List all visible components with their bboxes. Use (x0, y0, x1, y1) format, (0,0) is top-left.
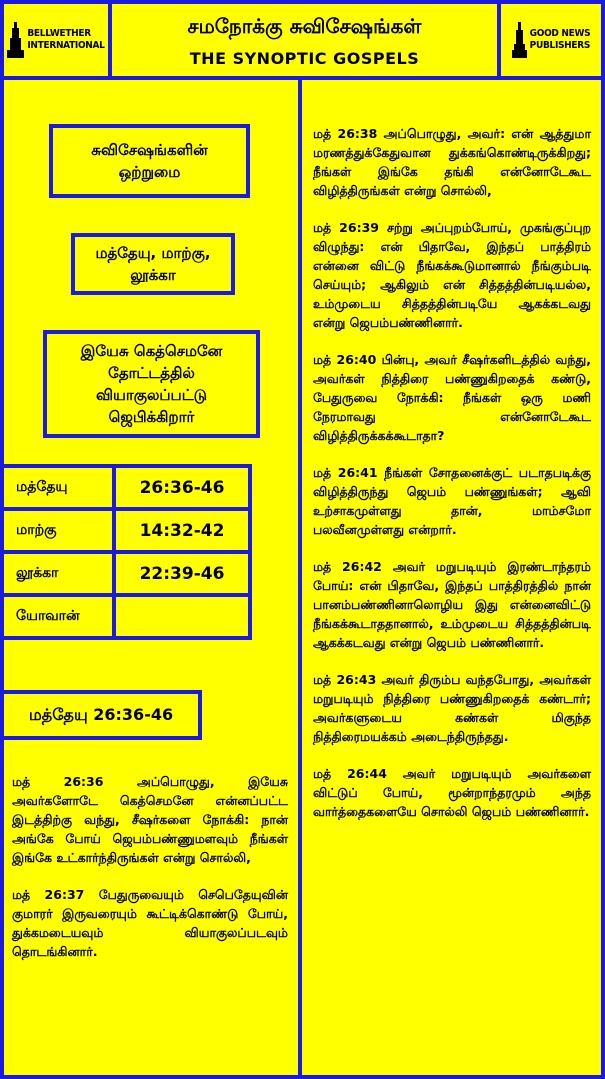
bottom-border (0, 1075, 605, 1079)
verse-paragraph: மத் 26:37 பேதுருவையும் செபெதேயுவின் குமாரர் இருவரையும் கூட்டிக்கொண்டு போய், துக்கமடையவும் வியாகுலப்படவும் தொடங்கினார். (12, 887, 288, 959)
right-border (601, 80, 605, 1079)
book-name: யோவான் (2, 595, 114, 638)
verse-paragraph: மத் 26:40 பின்பு, அவர் சீஷர்களிடத்தில் வந்து, அவர்கள் நித்திரை பண்ணுகிறதைக் கண்டு, பேதுருவை நோக்கி: நீங்கள் ஒரு மணி நேரமாவது என்னோடேகூட விழித்திருக்கக்கூடாதா? (313, 352, 591, 443)
verse-paragraph: மத் 26:36 அப்பொழுது, இயேசு அவர்களோடே கெத்செமனே என்னப்பட்ட இடத்திற்கு வந்து, சீஷர்களை நோக்கி: நான் அங்கே போய் ஜெபம்பண்ணுமளவும் நீங்கள் இங்கே உட்கார்ந்திருங்கள் என்று சொல்லி, (12, 774, 288, 865)
lamp-icon (512, 20, 528, 60)
verse-paragraph: மத் 26:43 அவர் திரும்ப வந்தபோது, அவர்கள் மறுபடியும் நித்திரை பண்ணுகிறதைக் கண்டார்; அவர்களுடைய கண்கள் மிகுந்த நித்திரைமயக்கம் அடைந்திருந்தது. (313, 672, 591, 744)
reference-range: 26:36-46 (114, 466, 250, 509)
column-divider (298, 80, 302, 1079)
right-verses (313, 124, 591, 839)
bellwether-logo (4, 4, 112, 76)
table-row (2, 552, 250, 595)
harmony-box (49, 124, 250, 198)
topic-label: இயேசு கெத்செமனே தோட்டத்தில் வியாகுலப்பட்டு ஜெபிக்கிறார் (80, 342, 223, 426)
section-heading (0, 690, 202, 740)
book-name: மத்தேயு (2, 466, 114, 509)
table-row (2, 509, 250, 552)
references-table (0, 464, 252, 640)
reference-range: 14:32-42 (114, 509, 250, 552)
reference-range: 22:39-46 (114, 552, 250, 595)
logo-left-line-2: INTERNATIONAL (27, 40, 105, 51)
books-label: மத்தேயு, மாற்கு, லூக்கா (95, 244, 211, 284)
verse-paragraph: மத் 26:41 நீங்கள் சோதனைக்குட் படாதபடிக்கு விழித்திருந்து ஜெபம் பண்ணுங்கள்; ஆவி உற்சாகமுள்ளது தான், மாம்சமோ பலவீனமுள்ளது என்றார். (313, 465, 591, 537)
harmony-label: சுவிசேஷங்களின் ஒற்றுமை (91, 141, 208, 181)
good-news-logo (497, 4, 601, 76)
table-row (2, 595, 250, 638)
page-header (0, 0, 605, 80)
topic-box (43, 330, 260, 438)
verse-paragraph: மத் 26:38 அப்பொழுது, அவர்: என் ஆத்துமா மரணத்துக்கேதுவான துக்கங்கொண்டிருக்கிறது; நீங்கள் இங்கே தங்கி என்னோடேகூட விழித்திருங்கள் என்று சொல்லி, (313, 126, 591, 198)
reference-range (114, 595, 250, 638)
page-title-tamil: சமநோக்கு சுவிசேஷங்கள் (187, 14, 422, 38)
books-box (71, 233, 235, 295)
verse-paragraph: மத் 26:39 சற்று அப்புறம்போய், முகங்குப்புற விழுந்து: என் பிதாவே, இந்தப் பாத்திரம் என்னை விட்டு நீங்கக்கூடுமானால் நீங்கும்படி செய்யும்; ஆகிலும் என் சித்தத்தின்படியல்ல, உம்முடைய சித்தத்தின்படியே ஆகக்கடவது என்று ஜெபம்பண்ணினார். (313, 220, 591, 330)
table-row (2, 466, 250, 509)
bell-tower-icon (7, 20, 25, 60)
book-name: மாற்கு (2, 509, 114, 552)
title-block (112, 4, 497, 76)
book-name: லூக்கா (2, 552, 114, 595)
logo-left-line-1: BELLWETHER (27, 28, 91, 39)
logo-right-line-1: GOOD NEWS (529, 28, 591, 39)
page-title-english: THE SYNOPTIC GOSPELS (189, 49, 420, 68)
logo-right-line-2: PUBLISHERS (529, 40, 591, 51)
verse-paragraph: மத் 26:42 அவர் மறுபடியும் இரண்டாந்தரம் போய்: என் பிதாவே, இந்தப் பாத்திரத்தில் நான் பானம்பண்ணினாலொழிய இது என்னைவிட்டு நீங்கக்கூடாததானால், உம்முடைய சித்தத்தின்படி ஆகக்கடவது என்று ஜெபம் பண்ணினார். (313, 559, 591, 650)
verse-paragraph: மத் 26:44 அவர் மறுபடியும் அவர்களை விட்டுப் போய், மூன்றாந்தரமும் அந்த வார்த்தைகளையே சொல்லி ஜெபம் பண்ணினார். (313, 766, 591, 819)
left-verses (12, 772, 288, 979)
section-heading-label: மத்தேயு 26:36-46 (28, 705, 174, 724)
